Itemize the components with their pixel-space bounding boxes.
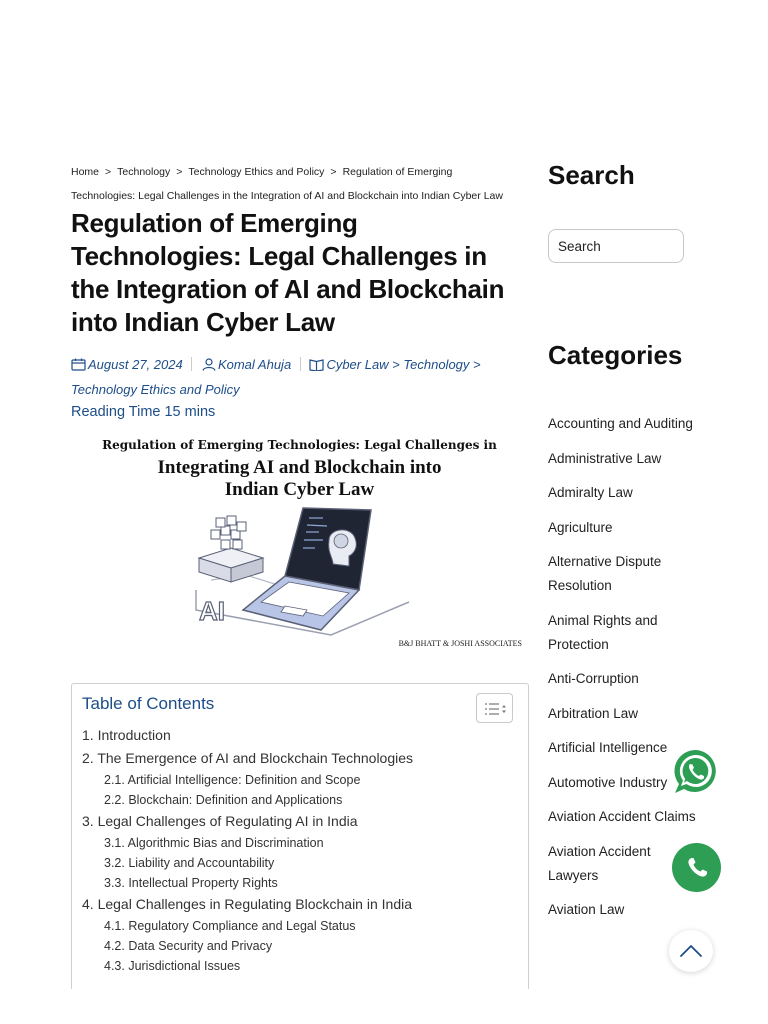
user-icon: [201, 358, 216, 371]
toc-subitem[interactable]: 3.1. Algorithmic Bias and Discrimination: [104, 836, 324, 850]
breadcrumb-technology-link[interactable]: Technology: [117, 166, 171, 178]
category-link[interactable]: Artificial Intelligence: [548, 740, 668, 755]
meta-divider: [300, 357, 301, 371]
toc-title: Table of Contents: [82, 694, 215, 713]
article-meta: [71, 352, 526, 402]
whatsapp-button[interactable]: [671, 747, 721, 797]
category-link[interactable]: Admiralty Law: [548, 485, 633, 500]
search-input[interactable]: [548, 229, 684, 263]
category-link[interactable]: Automotive Industry: [548, 774, 668, 790]
author-link[interactable]: Komal Ahuja: [217, 357, 292, 372]
laptop-ai-illustration: [71, 430, 528, 658]
toc-item[interactable]: 2. The Emergence of AI and Blockchain Technologies: [82, 750, 414, 766]
category-link[interactable]: Arbitration Law: [548, 705, 639, 721]
featured-image-title: Integrating AI and Blockchain into: [157, 457, 442, 478]
toc-toggle-button[interactable]: [476, 693, 513, 723]
category-link[interactable]: Agriculture: [548, 519, 613, 535]
toc-list: [82, 724, 522, 976]
categories-heading: Categories: [548, 340, 683, 370]
toc-item[interactable]: 4. Legal Challenges in Regulating Blockchain in India: [82, 896, 412, 912]
breadcrumb-home-link[interactable]: Home: [71, 166, 100, 178]
phone-icon: [685, 856, 709, 880]
toc-subitem[interactable]: 4.2. Data Security and Privacy: [104, 939, 273, 953]
category-link[interactable]: Aviation Law: [548, 902, 625, 917]
featured-image-title-continued: Indian Cyber Law: [224, 479, 375, 500]
back-to-top-button[interactable]: [669, 930, 713, 972]
toc-subitem[interactable]: 3.3. Intellectual Property Rights: [104, 876, 278, 890]
breadcrumb-separator: >: [105, 166, 112, 178]
toc-subitem[interactable]: 4.1. Regulatory Compliance and Legal Status: [104, 919, 356, 933]
breadcrumb: [71, 160, 531, 208]
table-of-contents: [71, 683, 529, 989]
ai-label: AI: [199, 596, 225, 626]
category-link[interactable]: Accounting and Auditing: [548, 416, 693, 431]
breadcrumb-separator: >: [176, 166, 183, 178]
call-button[interactable]: [672, 843, 721, 892]
featured-image-subtitle: Regulation of Emerging Technologies: Legal Challenges in: [102, 438, 497, 452]
calendar-icon: [71, 358, 86, 371]
category-links[interactable]: Cyber Law > Technology >: [326, 357, 481, 372]
category-links-continued[interactable]: Technology Ethics and Policy: [71, 382, 240, 397]
category-link[interactable]: Animal Rights and Protection: [548, 612, 658, 652]
book-icon: [309, 358, 324, 371]
firm-logo: B&J BHATT & JOSHI ASSOCIATES: [398, 639, 522, 648]
post-date-link[interactable]: August 27, 2024: [88, 357, 183, 372]
page-title: Regulation of Emerging Technologies: Legal Challenges in the Integration of AI and Blockchain into Indian Cyber Law: [71, 208, 505, 337]
category-link[interactable]: Aviation Accident Lawyers: [548, 843, 651, 883]
toc-subitem[interactable]: 2.2. Blockchain: Definition and Applications: [104, 793, 343, 807]
whatsapp-icon: [671, 747, 721, 797]
search-heading: Search: [548, 160, 635, 190]
category-link[interactable]: Alternative Dispute Resolution: [548, 554, 662, 593]
chevron-up-icon: [679, 944, 703, 958]
meta-divider: [191, 357, 192, 371]
toc-subitem[interactable]: 2.1. Artificial Intelligence: Definition and Scope: [104, 773, 361, 787]
featured-image: [71, 430, 528, 658]
toc-subitem[interactable]: 3.2. Liability and Accountability: [104, 856, 275, 870]
breadcrumb-ethics-link[interactable]: Technology Ethics and Policy: [188, 166, 325, 178]
toc-subitem[interactable]: 4.3. Jurisdictional Issues: [104, 959, 241, 973]
toc-item[interactable]: 3. Legal Challenges of Regulating AI in India: [82, 813, 358, 829]
category-link[interactable]: Anti-Corruption: [548, 671, 639, 686]
reading-time: Reading Time 15 mins: [71, 404, 216, 420]
breadcrumb-separator: >: [330, 166, 337, 178]
list-toggle-icon: [477, 694, 514, 724]
category-link[interactable]: Administrative Law: [548, 450, 662, 466]
toc-item[interactable]: 1. Introduction: [82, 727, 171, 743]
breadcrumb-current-continued: Technologies: Legal Challenges in the Integration of AI and Blockchain into Indian Cyber Law: [71, 190, 503, 202]
breadcrumb-current: Regulation of Emerging: [342, 166, 453, 178]
category-link[interactable]: Aviation Accident Claims: [548, 809, 696, 824]
